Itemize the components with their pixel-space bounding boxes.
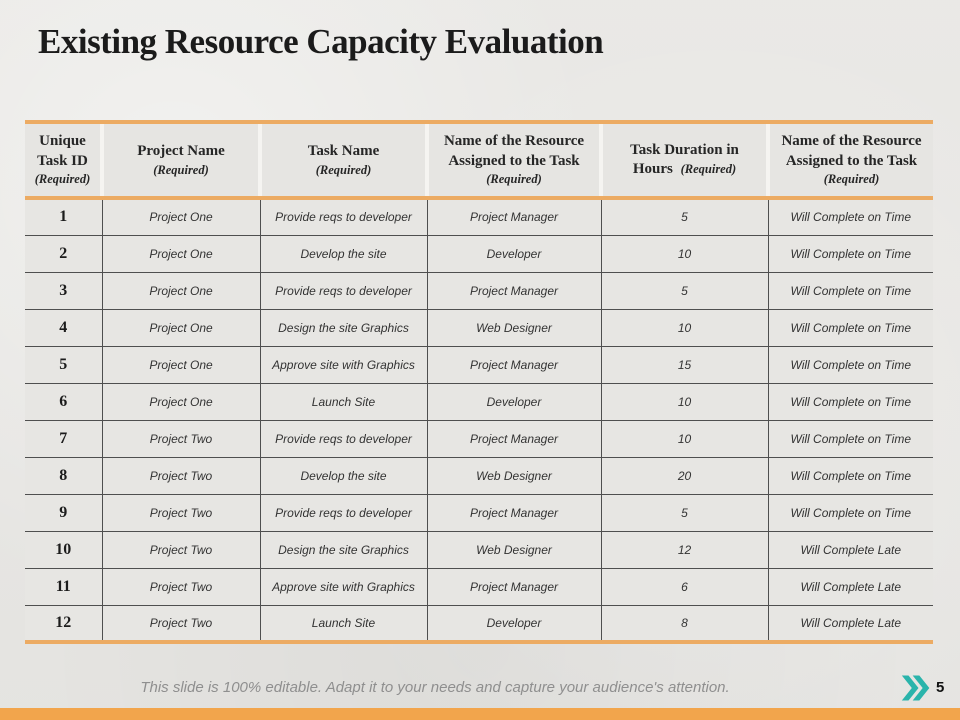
cell-task-name: Design the site Graphics [260,531,427,568]
cell-resource-name: Project Manager [427,198,601,235]
cell-task-id: 9 [25,494,102,531]
table-row [25,605,933,642]
cell-task-name: Approve site with Graphics [260,568,427,605]
cell-task-duration: 10 [601,309,768,346]
column-header-task-duration: Task Duration in Hours (Required) [601,122,768,198]
cell-task-duration: 5 [601,198,768,235]
cell-task-name: Provide reqs to developer [260,420,427,457]
page-title: Existing Resource Capacity Evaluation [38,22,604,61]
cell-resource-name: Web Designer [427,457,601,494]
cell-resource-status: Will Complete Late [768,531,933,568]
table-row [25,420,933,457]
cell-task-name: Develop the site [260,235,427,272]
cell-task-duration: 6 [601,568,768,605]
column-header-resource-name: Name of the Resource Assigned to the Task (Required) [427,122,601,198]
column-header-resource-status: Name of the Resource Assigned to the Task (Required) [768,122,933,198]
cell-resource-status: Will Complete on Time [768,383,933,420]
cell-resource-name: Web Designer [427,309,601,346]
cell-resource-name: Developer [427,605,601,642]
cell-task-id: 5 [25,346,102,383]
cell-project-name: Project One [102,272,260,309]
cell-resource-name: Project Manager [427,420,601,457]
cell-task-id: 11 [25,568,102,605]
cell-task-id: 10 [25,531,102,568]
cell-task-duration: 5 [601,494,768,531]
cell-project-name: Project One [102,309,260,346]
cell-project-name: Project Two [102,531,260,568]
cell-project-name: Project Two [102,494,260,531]
cell-resource-status: Will Complete on Time [768,198,933,235]
cell-task-name: Approve site with Graphics [260,346,427,383]
cell-task-duration: 10 [601,235,768,272]
cell-project-name: Project One [102,198,260,235]
table-row [25,198,933,235]
cell-project-name: Project Two [102,457,260,494]
cell-task-id: 2 [25,235,102,272]
cell-task-name: Launch Site [260,605,427,642]
cell-resource-status: Will Complete on Time [768,346,933,383]
cell-task-name: Provide reqs to developer [260,494,427,531]
cell-resource-status: Will Complete on Time [768,309,933,346]
cell-project-name: Project Two [102,420,260,457]
cell-resource-name: Developer [427,235,601,272]
cell-task-id: 4 [25,309,102,346]
cell-task-name: Provide reqs to developer [260,272,427,309]
table-row [25,383,933,420]
table-row [25,457,933,494]
cell-resource-status: Will Complete Late [768,605,933,642]
cell-resource-name: Project Manager [427,568,601,605]
cell-project-name: Project One [102,383,260,420]
cell-resource-status: Will Complete on Time [768,420,933,457]
cell-task-duration: 10 [601,383,768,420]
cell-task-id: 12 [25,605,102,642]
cell-task-name: Launch Site [260,383,427,420]
column-header-task-id: Unique Task ID (Required) [25,122,102,198]
page-number: 5 [936,679,945,696]
resource-capacity-table [25,120,933,644]
cell-task-duration: 15 [601,346,768,383]
table-header-row [25,122,933,198]
cell-resource-name: Project Manager [427,494,601,531]
cell-task-duration: 5 [601,272,768,309]
cell-task-id: 3 [25,272,102,309]
cell-resource-status: Will Complete on Time [768,494,933,531]
cell-project-name: Project Two [102,568,260,605]
footer-note: This slide is 100% editable. Adapt it to your needs and capture your audience's attention. [140,679,730,696]
cell-project-name: Project Two [102,605,260,642]
cell-resource-status: Will Complete on Time [768,272,933,309]
cell-task-id: 6 [25,383,102,420]
bottom-accent-bar [0,708,960,720]
cell-task-name: Design the site Graphics [260,309,427,346]
cell-resource-status: Will Complete on Time [768,457,933,494]
table-row [25,309,933,346]
table-row [25,568,933,605]
table-row [25,272,933,309]
cell-task-name: Provide reqs to developer [260,198,427,235]
column-header-task-name: Task Name (Required) [260,122,427,198]
cell-task-duration: 20 [601,457,768,494]
cell-resource-status: Will Complete on Time [768,235,933,272]
cell-project-name: Project One [102,235,260,272]
column-header-project-name: Project Name (Required) [102,122,260,198]
cell-task-duration: 8 [601,605,768,642]
cell-resource-name: Project Manager [427,272,601,309]
cell-task-duration: 12 [601,531,768,568]
cell-task-id: 7 [25,420,102,457]
cell-resource-name: Developer [427,383,601,420]
cell-task-duration: 10 [601,420,768,457]
cell-resource-name: Web Designer [427,531,601,568]
cell-task-id: 1 [25,198,102,235]
cell-task-id: 8 [25,457,102,494]
table-row [25,346,933,383]
cell-resource-status: Will Complete Late [768,568,933,605]
cell-resource-name: Project Manager [427,346,601,383]
double-chevron-right-icon [901,672,931,704]
cell-project-name: Project One [102,346,260,383]
cell-task-name: Develop the site [260,457,427,494]
table-row [25,235,933,272]
table-row [25,494,933,531]
table-row [25,531,933,568]
